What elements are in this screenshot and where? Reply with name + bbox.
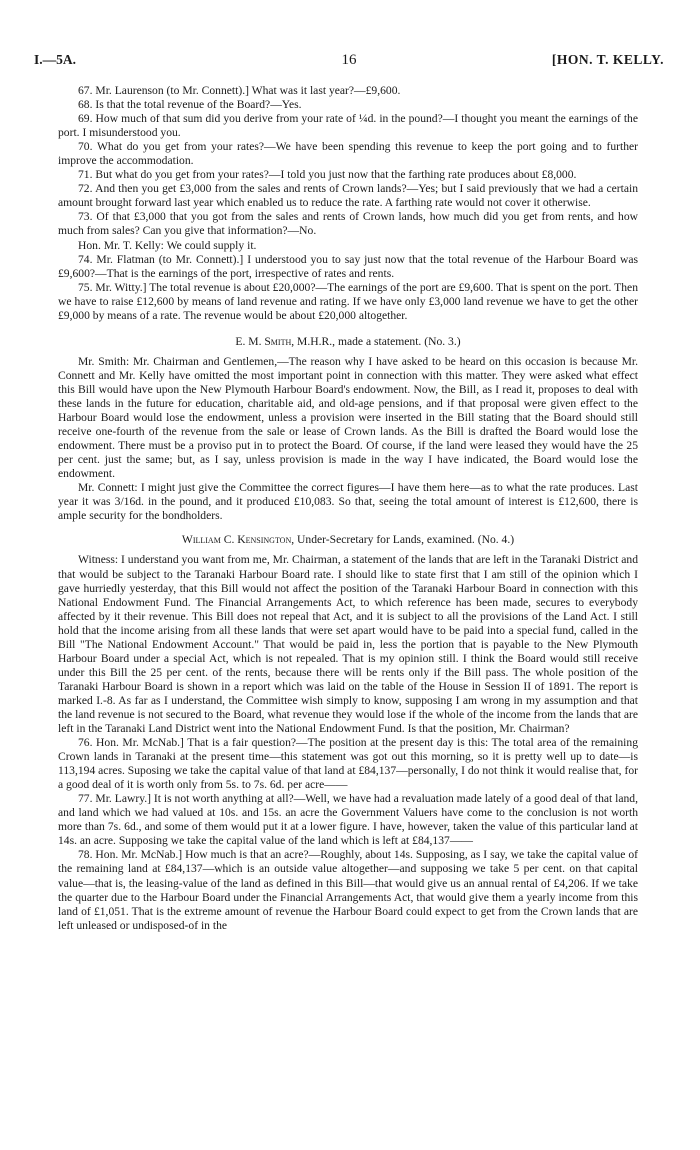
kensington-title: , Under-Secretary for Lands, examined. (No. 4.) — [291, 533, 515, 547]
question-72: 72. And then you get £3,000 from the sales and rents of Crown lands?—Yes; but I said previously that we had a certain amount brought forward last year which enabled us to reduce the rate. A farthing rate would not cover it otherwise. — [58, 182, 638, 210]
question-75: 75. Mr. Witty.] The total revenue is about £20,000?—The earnings of the port are £9,600. That is spent on the port. Then we have to raise £12,600 by means of land revenue and rating. If we have only £3,000 land revenue we have to get the other £9,000 by means of a rate. The revenue would be about £20,000 altogether. — [58, 280, 638, 322]
witness-statement: Witness: I understand you want from me, Mr. Chairman, a statement of the lands that are left in the Taranaki District and that would be subject to the Taranaki Harbour Board rate. I should like to state first that I am still of the opinion which I gave hurriedly yesterday, that this Bill would not affect the position of the Taranaki Harbour Board in connection with this National Endowment Fund. The Financial Arrangements Act, to which reference has been made, secures to everybody affected by it their revenue. This Bill does not repeal that Act, and it is subject to all the provisions of the Land Act. I still hold that the income arising from all these lands that were set apart would have to be paid into a special fund, called in the Bill "The National Endowment Account." That would be paid in, less the portion that is payable to the New Plymouth Harbour Board under a special Act, which is not repealed. That is my opinion still. I think the Board would still receive under this Bill the 25 per cent. of the rents, because there will be rents only if the Bill pass. The whole position of the Taranaki Harbour Board is shown in a report which was laid on the table of the House in Session II of 1891. The report is marked I.-8. As far as I understand, the Committee wish simply to know, supposing I am wrong in my assumption and that the land revenue is not secured to the Board, what revenue they would lose if the whole of the income from the lands that are left in the Taranaki Land District went into the National Endowment Fund. Is that the position, Mr. Chairman? — [58, 553, 639, 736]
question-74: 74. Mr. Flatman (to Mr. Connett).] I understood you to say just now that the total revenue of the Harbour Board was £9,600?—That is the earnings of the port, irrespective of rates and rents. — [58, 252, 638, 280]
question-77: 77. Mr. Lawry.] It is not worth anything at all?—Well, we have had a revaluation made lately of a good deal of that land, and land which we had valued at 10s. and 15s. an acre the Government Valuers have come to the conclusion is not worth more than 7s. 6d., and some of them would put it at a lower figure. I have, however, taken the value of this particular land at 14s. an acre. Supposing we take the capital value of the land which is left at £84,137—— — [58, 792, 638, 848]
question-68: 68. Is that the total revenue of the Board?—Yes. — [78, 98, 302, 112]
kensington-name: William C. Kensington — [181, 533, 292, 547]
question-70: 70. What do you get from your rates?—We have been spending this revenue to keep the port going and to further improve the accommodation. — [58, 140, 638, 168]
document-body — [58, 84, 638, 933]
page-number: 16 — [341, 52, 357, 68]
section-heading-kensington — [58, 533, 638, 547]
question-67: 67. Mr. Laurenson (to Mr. Connett).] What was it last year?—£9,600. — [78, 84, 401, 97]
connett-remark: Mr. Connett: I might just give the Committee the correct figures—I have them here—as to what the rate produces. Last year it was 3/16d. in the pound, and it produced £10,083. So that, seeing the total amount of interest is £12,600, there is ample security for the bondholders. — [58, 481, 638, 523]
smith-name: E. M. Smith — [235, 334, 292, 348]
kelly-remark: Hon. Mr. T. Kelly: We could supply it. — [78, 238, 257, 252]
document-reference: I.—5A. — [34, 52, 77, 67]
question-78: 78. Hon. Mr. McNab.] How much is that an acre?—Roughly, about 14s. Supposing, as I say, we take the capital value of the remaining land at £84,137—which is an outside value altogether—and supposing we take 5 per cent. on that capital value—that is, the leasing-value of the land as defined in this Bill—that would give us an annual rental of £4,206. If we take the quarter due to the Harbour Board under the Financial Arrangements Act, that would give them a yearly income from this land of £1,051. That is the extreme amount of revenue the Harbour Board could expect to get from the Crown lands that are left unleased or undisposed-of in the — [58, 848, 638, 932]
smith-title: , M.H.R., made a statement. (No. 3.) — [291, 334, 461, 348]
section-heading-smith — [58, 335, 638, 349]
question-73: 73. Of that £3,000 that you got from the sales and rents of Crown lands, how much did you get from rents, and how much from sales? Can you give that information?—No. — [58, 210, 638, 238]
witness-reference: [HON. T. KELLY. — [551, 52, 664, 67]
question-69: 69. How much of that sum did you derive from your rate of ¼d. in the pound?—I thought you meant the earnings of the port. I misunderstood you. — [58, 112, 638, 140]
question-71: 71. But what do you get from your rates?—I told you just now that the farthing rate produces about £8,000. — [78, 168, 577, 182]
smith-statement: Mr. Smith: Mr. Chairman and Gentlemen,—The reason why I have asked to be heard on this occasion is because Mr. Connett and Mr. Kelly have omitted the most important point in connection with this matter. They were asked what effect this Bill would have upon the New Plymouth Harbour Board's endowment. Now, the Bill, as I read it, proposes to deal with these lands in the future for education, charitable aid, and old-age pensions, and if that proposal were given effect to the Harbour Board would lose the endowment, unless a provision were inserted in the Bill stating that the Board should still receive one-fourth of the revenue from the sale or lease of Crown lands. As the Bill is drafted the Board would lose the endowment. There must be a proviso put in to protect the Board. Of course, if the land were leased they would have the 25 per cent. just the same; but, as I say, unless provision is made in the way I have indicated, the Board would lose the endowment. — [58, 354, 638, 481]
question-76: 76. Hon. Mr. McNab.] That is a fair question?—The position at the present day is this: The total area of the remaining Crown lands in Taranaki at the present time—this statement was got out this morning, so it is pretty well up to date—is 113,194 acres. Suposing we take the capital value of that land at £84,137—personally, I do not think it would realise that, for a good deal of it is worth only from 5s. to 7s. 6d. per acre—— — [58, 736, 638, 792]
running-header — [34, 52, 664, 70]
